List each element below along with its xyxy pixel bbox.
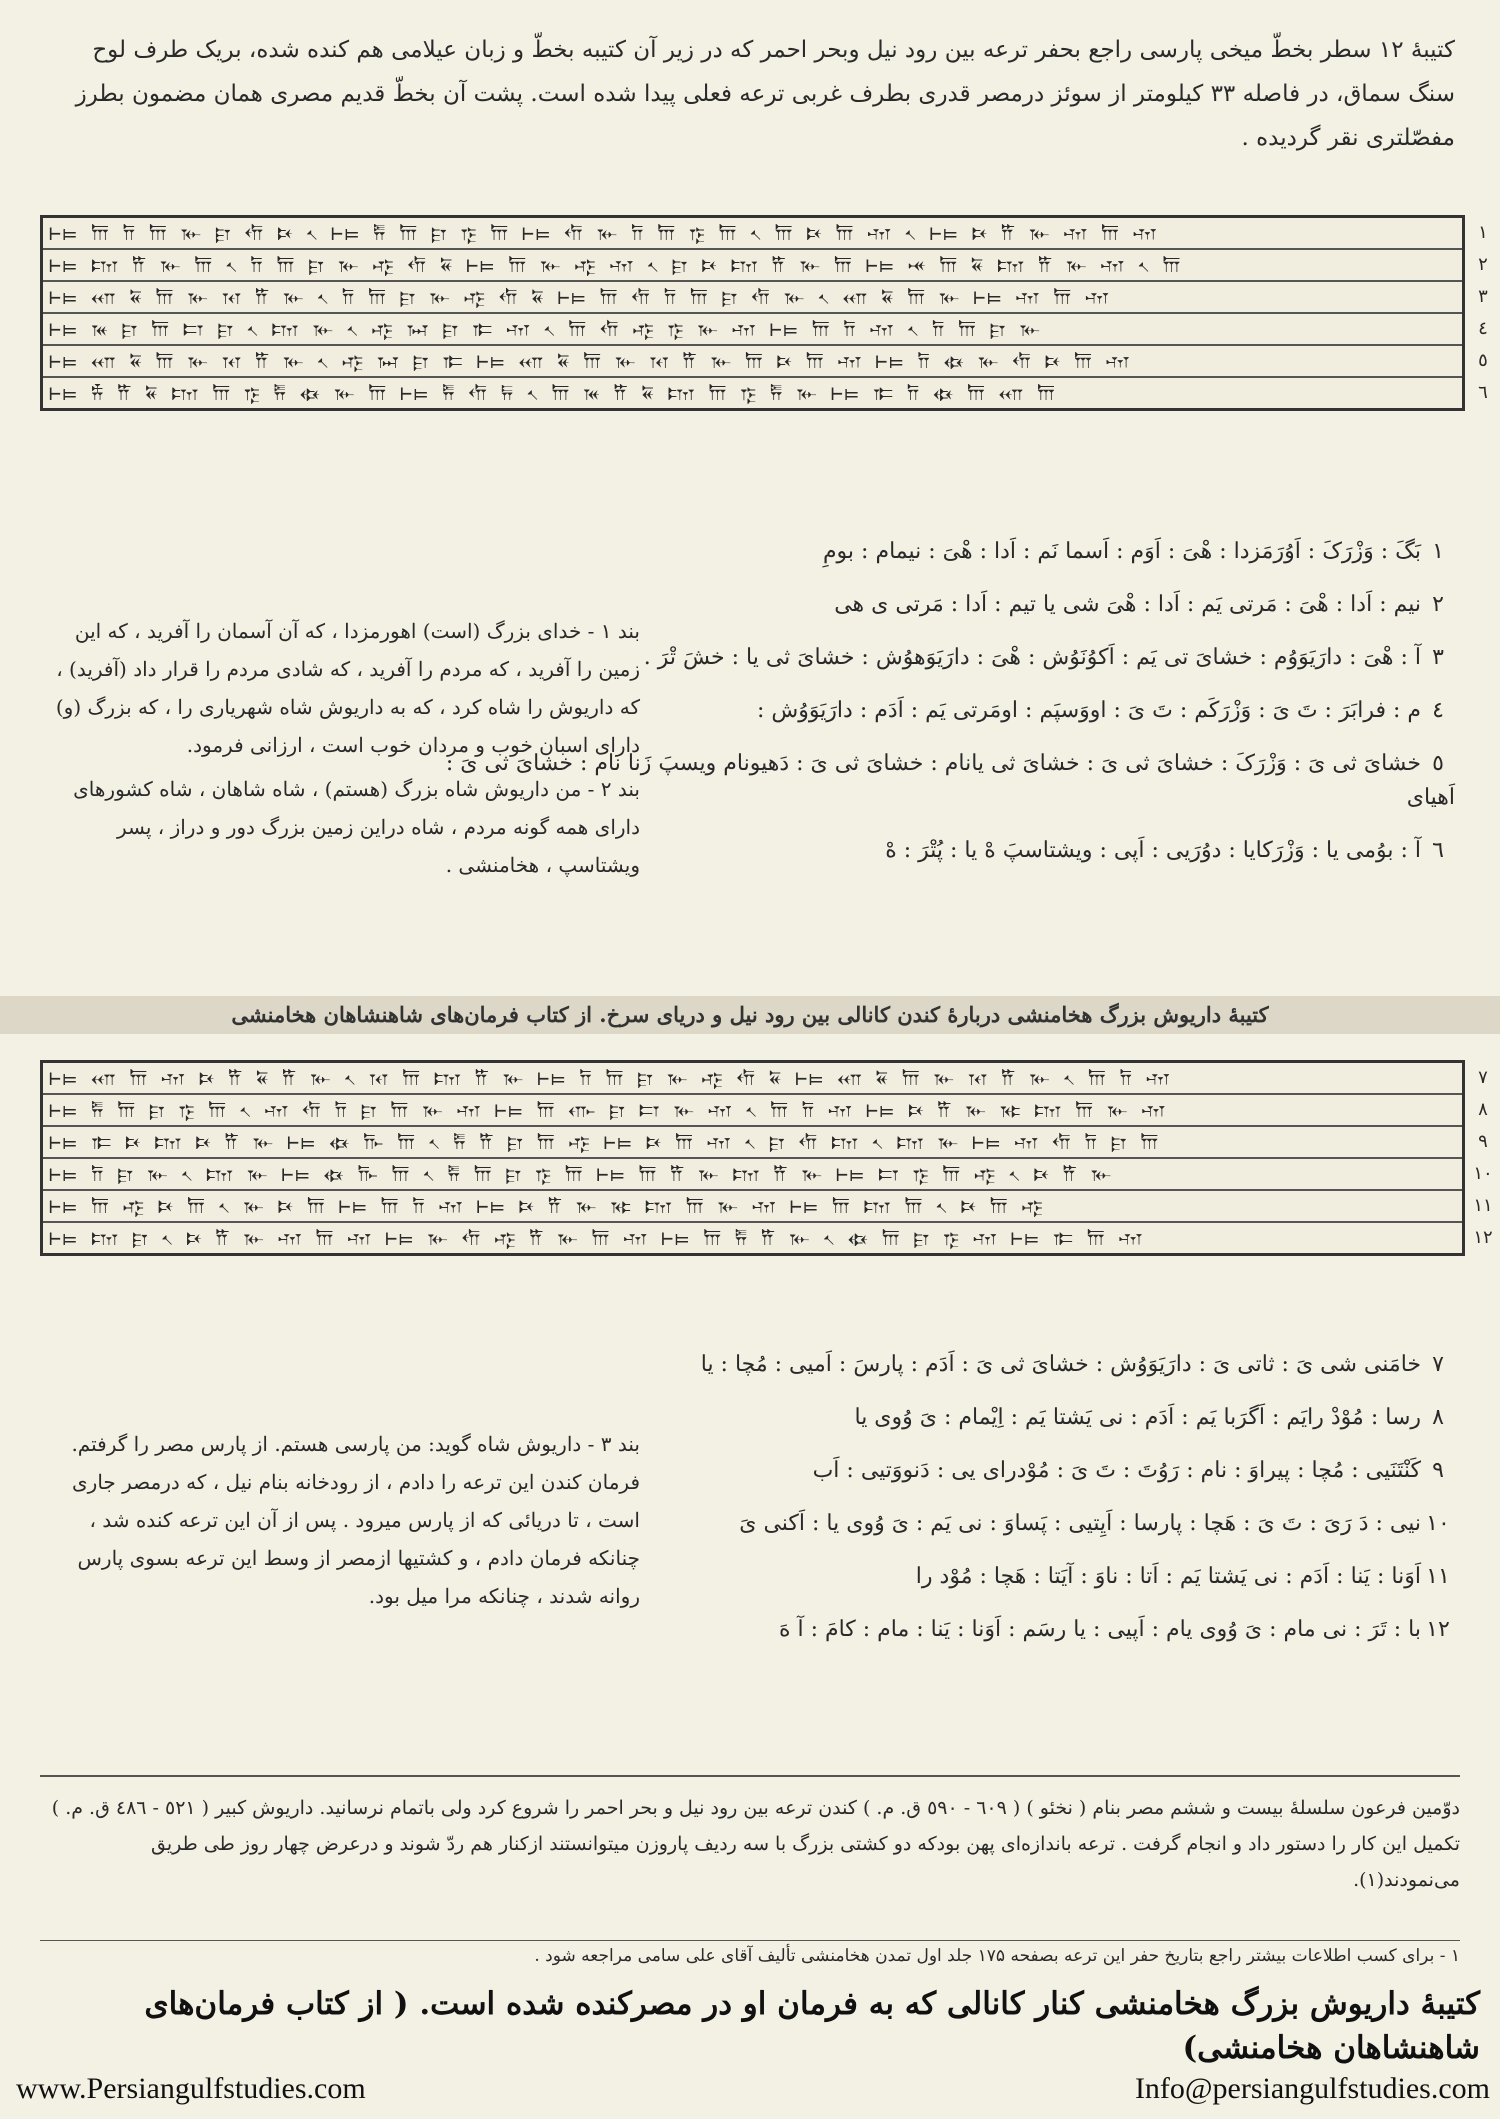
line-number: ۳	[1432, 645, 1444, 670]
line-number: ٤	[1432, 698, 1444, 723]
line-text: خشایَ ثی یَ : وَزْرَکَ : خشایَ ثی یَ : خشایَ ثی یانام : خشایَ ثی یَ : دَهیونام ویسپَ زَنا نام : خشایَ ثی یَ : اَهیای	[445, 751, 1455, 810]
cuneiform-row: ⊢⊨ 𐎫 𐎼 𐏐 𐎴 𐎡 𐎹 𐎶 𐎠 𐎶 ⊢⊨ 𐎹 𐎢 𐎺 𐎡 𐎹 𐎠 𐎶 ⊢⊨ 𐎠 𐎱 𐎡 𐎹 𐏐 𐏃 𐎠 𐎼 𐎿 𐎶 ⊢⊨ 𐎣 𐎠 𐎶	[49, 1226, 1144, 1250]
row-number: ۹	[1478, 1131, 1488, 1152]
intro-paragraph: کتیبهٔ ۱۲ سطر بخطّ میخی پارسی راجع بحفر ترعه بین رود نیل وبحر احمر که در زیر آن کتیبه بخطّ و زبان عیلامی هم کنده شده، بریک طرف لوح سنگ سماق، در فاصله ۳۳ کیلومتر از سوئز درمصر قدری بطرف غربی ترعه فعلی پیدا شده است. پشت آن بخطّ قدیم مصری همان مضمون بطرز مفصّلتری نقر گردیده .	[75, 37, 1455, 151]
cuneiform-row: ⊢⊨ 𐎠 𐎺 𐎴 𐎠 𐏐 𐎹 𐎴 𐎠 ⊢⊨ 𐎠 𐎭 𐎶 ⊢⊨ 𐎴 𐎡 𐎹 𐎷 𐎫 𐎠 𐎹 𐎶 ⊢⊨ 𐎠 𐎫 𐎠 𐏐 𐎴 𐎠 𐎺	[43, 1191, 1462, 1223]
line-number: ۹	[1432, 1458, 1444, 1483]
line-text: کَنْتَنَیی : مُچا : پیراوَ : نام : رَوُتَ : تَ یَ : مُوْدرای یی : دَنووَتیی : اَب	[812, 1458, 1421, 1483]
row-number: ۲	[1478, 254, 1488, 275]
line-text: رسا : مُوْدْ رایَم : اَگرَبا یَم : اَدَم : نی یَشتا یَم : اِیْمام : یَ وُوی یا	[854, 1405, 1421, 1430]
line-number: ۸	[1432, 1405, 1444, 1430]
line-text: با : تَرَ : نی مام : یَ وُوی یام : اَپیی : یا رسَم : اَوَنا : یَنا : مام : کامَ : آ هَ	[778, 1617, 1421, 1642]
footnote-reference: ۱ - برای کسب اطلاعات بیشتر راجع بتاریخ حفر این ترعه بصفحه ۱۷۵ جلد اول تمدن هخامنشی تألیف آقای علی سامی مراجعه شود .	[534, 1946, 1460, 1966]
cuneiform-tablet-top	[40, 215, 1465, 411]
line-number: ۱۱	[1426, 1564, 1450, 1589]
cuneiform-row: ⊢⊨ 𐎻 𐎡 𐏁 𐎫 𐎠 𐎿 𐎱 𐏃 𐎹 𐎠 ⊢⊨ 𐎱 𐎢 𐏂 𐏐 𐎠 𐎳 𐎡 𐏁 𐎫 𐎠 𐎿 𐎱 𐎹 ⊢⊨ 𐎣 𐎭 𐏃 𐎠 𐎧 𐎠	[49, 381, 1056, 405]
line-text: آ : بوُمی یا : وَزْرَکایا : دوُرَیی : اَپی : ویشتاسپَ هْ یا : پُتْرَ : هْ	[885, 838, 1421, 863]
row-number: ۱	[1478, 222, 1488, 243]
line-number: ۱	[1432, 539, 1444, 564]
translation-bottom: بند ۳ - داریوش شاه گوید: من پارسی هستم. از پارس مصر را گرفتم. فرمان کندن این ترعه را دادم ، از رودخانه بنام نیل ، که درمصر جاری است ، تا دریائی که از پارس میرود . پس از آن این ترعه کنده شد ، چنانکه فرمان دادم ، و کشتیها ازمصر از وسط این ترعه بسوی پارس روانه شدند ، چنانکه مرا میل بود.	[71, 1432, 640, 1608]
line-text: اَوَنا : یَنا : اَدَم : نی یَشتا یَم : اَتا : ناوَ : آیَتا : هَچا : مُوْد را	[915, 1564, 1421, 1589]
line-text: آ : هْیَ : دارَیَوَوُم : خشایَ تی یَم : اَکوُنَوُش : هْیَ : دارَیَوَهوُش : خشایَ ثی یا : خشَ تْرَ .	[643, 645, 1421, 670]
cuneiform-row: ⊢⊨ 𐎱 𐎠 𐎼 𐎿 𐎠 𐏐 𐎶 𐎢 𐎭 𐎼 𐎠 𐎹 𐎶 ⊢⊨ 𐎠 𐎥 𐎼 𐎲 𐎹 𐎶 𐏐 𐎠 𐎭 𐎶 ⊢⊨ 𐎴 𐎡 𐎹 𐎷 𐎫 𐎠 𐎹 𐎶	[43, 1095, 1462, 1127]
cuneiform-row: ⊢⊨ 𐎳 𐎼 𐎠 𐎲 𐎼 𐏐 𐎫 𐎹 𐏐 𐎺 𐏀 𐎼 𐎣 𐎶 𐏐 𐎠 𐎢 𐎺 𐎿 𐎹 𐎶 ⊢⊨ 𐎠 𐎭 𐎶 𐏐 𐎭 𐎠 𐎼 𐎹	[43, 314, 1462, 346]
row-number: ۱۱	[1473, 1195, 1493, 1216]
line-text: نیی : دَ رَیَ : تَ یَ : هَچا : پارسا : اَیِتیی : پَساوَ : نی یَم : یَ وُوی یا : اَکنی یَ	[739, 1511, 1421, 1536]
image-caption: کتیبهٔ داریوش بزرگ هخامنشی کنار کانالی که به فرمان او در مصرکنده شده است. ( از کتاب فرمان‌های شاهنشاهان هخامنشی)	[144, 1986, 1480, 2066]
line-number: ۱۰	[1426, 1511, 1450, 1536]
banner-title: کتیبهٔ داریوش بزرگ هخامنشی دربارهٔ کندن کانالی بین رود نیل و دریای سرخ. از کتاب فرمان‌های شاهنشاهان هخامنشی	[0, 996, 1500, 1034]
cuneiform-row: ⊢⊨ 𐎫 𐎡 𐎹 𐎠 𐏐 𐎭 𐎠 𐎼 𐎹 𐎺 𐎢 𐏁 ⊢⊨ 𐎠 𐎹 𐎺 𐎶 𐏐 𐎼 𐎴 𐎫 𐎡 𐎹 𐎠 ⊢⊨ 𐎽 𐎠 𐏁 𐎫 𐎡 𐎹 𐎶 𐏐 𐎠	[43, 250, 1462, 282]
divider	[40, 1775, 1460, 1777]
cuneiform-row: ⊢⊨ 𐎠 𐎭 𐎠 𐎹 𐎼 𐎢 𐎴 𐏐 ⊢⊨ 𐎱 𐎠 𐎼 𐎿 𐎠 ⊢⊨ 𐎢 𐎹 𐎭 𐎠 𐎿 𐎠 𐏐 𐎠 𐎴 𐎠 𐎶 𐏐 ⊢⊨ 𐎴 𐎡 𐎹 𐎶 𐎠 𐎶	[43, 218, 1462, 250]
transliteration-line	[425, 535, 1455, 569]
line-number: ۲	[1432, 592, 1444, 617]
line-number: ٦	[1432, 838, 1444, 863]
row-number: ۸	[1478, 1099, 1488, 1120]
cuneiform-tablet-bottom	[40, 1060, 1465, 1256]
line-text: نیم : اَدا : هْیَ : مَرتی یَم : اَدا : هْیَ شی یا تیم : اَدا : مَرتی ی هی	[834, 592, 1421, 617]
translation-paragraph: بند ۲ - من داریوش شاه بزرگ (هستم) ، شاه شاهان ، شاه کشورهای دارای همه گونه مردم ، شاه دراین زمین بزرگ دور و دراز ، پسر ویشتاسپ ، هخامنشی .	[73, 777, 640, 877]
email-link[interactable]: Info@persiangulfstudies.com	[1134, 2072, 1490, 2105]
line-number: ٥	[1432, 751, 1444, 776]
line-text: بَگَ : وَزْرَکَ : اَوُرَمَزدا : هْیَ : اَوَم : اَسما نَم : اَدا : هْیَ : نیمام : بومِ	[822, 539, 1421, 564]
row-number: ۳	[1478, 286, 1488, 307]
row-number: ۱۲	[1473, 1227, 1493, 1248]
transliteration-line	[425, 1348, 1455, 1382]
transliteration-line	[425, 1613, 1455, 1647]
translation-paragraph: بند ۱ - خدای بزرگ (است) اهورمزدا ، که آن آسمان را آفرید ، که این زمین را آفرید ، که مردم را آفرید ، که شادی مردم را قرار داد (آفرید) ، که داریوش را شاه کرد ، که به داریوش شاه شهریاری را ، که بزرگ (و) دارای اسبان خوب و مردان خوب است ، ارزانی فرمود.	[55, 619, 640, 757]
website-link[interactable]: www.Persiangulfstudies.com	[16, 2072, 366, 2105]
translation-top	[40, 612, 640, 884]
cuneiform-row: ⊢⊨ 𐎧 𐎠 𐎶 𐎴 𐎡 𐏁 𐎡 𐎹 𐏐 𐎰 𐎠 𐎫 𐎡 𐎹 ⊢⊨ 𐎭 𐎠 𐎼 𐎹 𐎺 𐎢 𐏁 ⊢⊨ 𐎧 𐏁 𐎠 𐎹 𐎰 𐎡 𐎹 𐏐 𐎠 𐎭 𐎶	[43, 1063, 1462, 1095]
cuneiform-row: ⊢⊨ 𐎧 𐏁 𐎠 𐎹 𐎰 𐎡 𐎹 𐏐 𐎺 𐏀 𐎼 𐎣 ⊢⊨ 𐎧 𐏁 𐎠 𐎹 𐎰 𐎡 𐎹 𐎠 𐎴 𐎠 𐎶 ⊢⊨ 𐎭 𐏃 𐎹 𐎢 𐎴 𐎠 𐎶	[43, 346, 1462, 378]
row-number: ۱۰	[1473, 1163, 1493, 1184]
line-text: م : فرابَرَ : تَ یَ : وَزْرَکَم : تَ یَ : اووَسپَم : اومَرتی یَم : اَدَم : دارَیَوَوُش :	[756, 698, 1421, 723]
cuneiform-row: ⊢⊨ 𐎣 𐎴 𐎫 𐎴 𐎡 𐎹 ⊢⊨ 𐏃 𐎨 𐎠 𐏐 𐎱 𐎡 𐎼 𐎠 𐎺 ⊢⊨ 𐎴 𐎠 𐎶 𐏐 𐎼 𐎢 𐎫 𐏐 𐎫 𐎹 ⊢⊨ 𐎶 𐎢 𐎭 𐎼 𐎠	[43, 1127, 1462, 1159]
row-number: ۷	[1478, 1067, 1488, 1088]
historical-note: دوّمین فرعون سلسلهٔ بیست و ششم مصر بنام ( نخئو ) ( ٦٠٩ - ٥٩٠ ق. م. ) کندن ترعه بین رود نیل و بحر احمر را شروع کرد ولی باتمام نرسانید. داریوش کبیر ( ٥٢١ - ٤٨٦ ق. م. ) تکمیل این کار را دستور داد و انجام گرفت . ترعه باندازه‌ای پهن بودکه دو کشتی بزرگ با سه ردیف پاروزن میتوانستند ازکنار هم ردّ شوند و درعرض چهار روز طی طریق می‌نمودند(۱).	[51, 1797, 1460, 1891]
line-text: خامَنی شی یَ : ثاتی یَ : دارَیَوَوُش : خشایَ ثی یَ : اَدَم : پارسَ : اَمیی : مُچا : یا	[700, 1352, 1421, 1377]
row-number: ٦	[1478, 382, 1488, 403]
line-number: ۱۲	[1426, 1617, 1450, 1642]
row-number: ٥	[1478, 350, 1488, 371]
line-number: ۷	[1432, 1352, 1444, 1377]
cuneiform-row: ⊢⊨ 𐎭 𐎼 𐎹 𐏐 𐎫 𐎹 ⊢⊨ 𐏃 𐎨 𐎠 𐏐 𐎱 𐎠 𐎼 𐎿 𐎠 ⊢⊨ 𐎠 𐎡 𐎹 𐎫 𐎡 𐎹 ⊢⊨ 𐎲 𐎿 𐎠 𐎺 𐏐 𐎴 𐎡 𐎹	[43, 1159, 1462, 1191]
row-number: ٤	[1478, 318, 1488, 339]
cuneiform-row: ⊢⊨ 𐎧 𐏁 𐎠 𐎹 𐎰 𐎡 𐎹 𐏐 𐎭 𐎠 𐎼 𐎹 𐎺 𐎢 𐏁 ⊢⊨ 𐎠 𐎢 𐎭 𐎠 𐎼 𐎢 𐎹 𐏐 𐎧 𐏁 𐎠 𐎹 ⊢⊨ 𐎶 𐎠 𐎶	[43, 282, 1462, 314]
